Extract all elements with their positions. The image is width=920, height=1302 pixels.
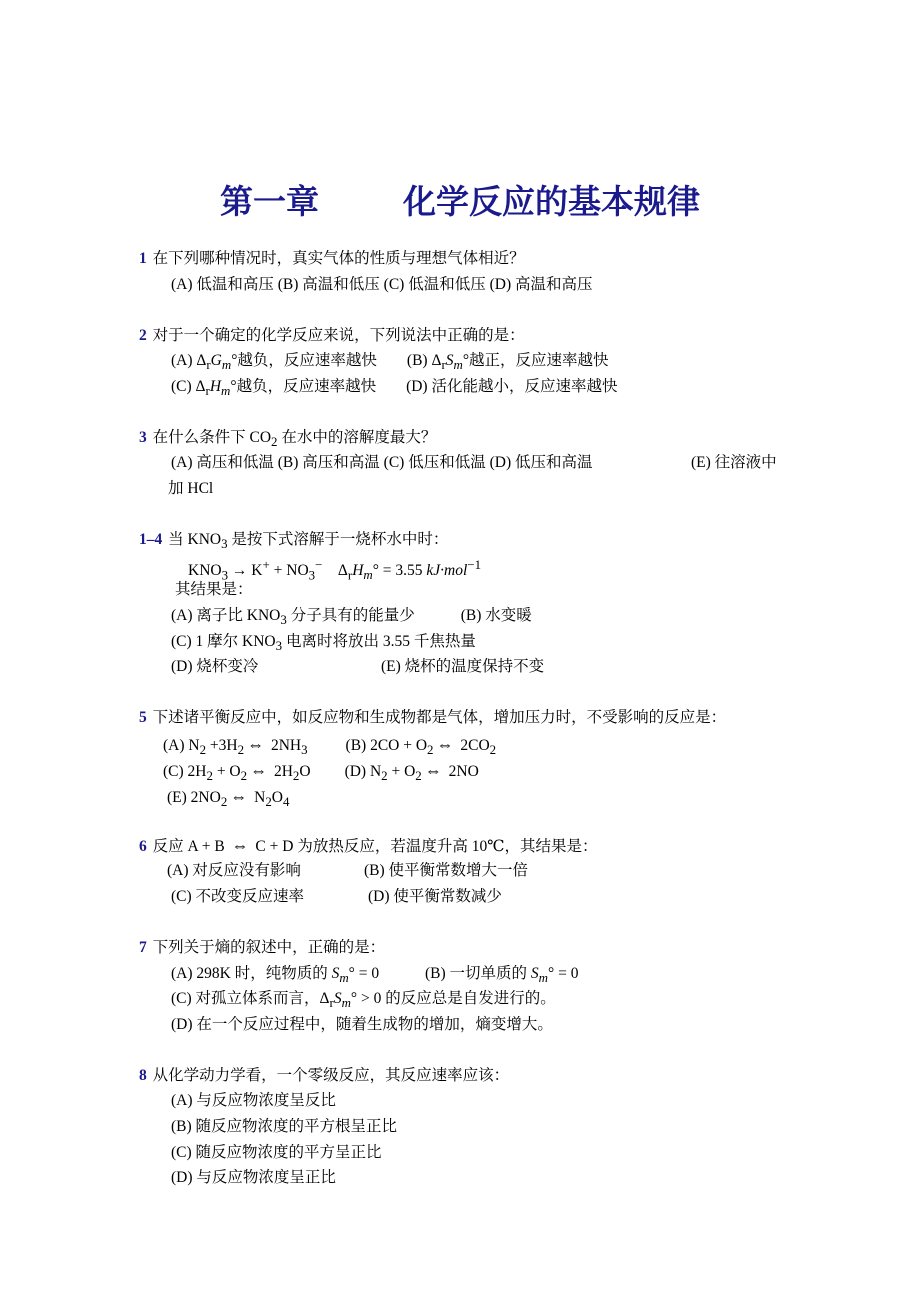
question-2-options-ab [171,351,609,375]
question-5-options-ab [163,735,496,760]
question-6-option-c: (C) 不改变反应速率 [171,888,305,905]
dissolution-equation: $KNO_3 \to K^+ + NO_3^-$ $\Delta_rH_m^\circ = 3.55$ kJ·mol$^{-1}$ [188,557,482,583]
question-8-option-a: (A) 与反应物浓度呈反比 [171,1092,336,1109]
question-number: 6 [139,838,147,855]
question-3: 3 在什么条件下 $CO_2$ 在水中的溶解度最大？ [139,429,437,450]
question-4-option-c: (C) 1 摩尔 $KNO_3$ 电离时将放出 3.55 千焦热量 [171,633,476,654]
option-d: (D) $N_2 + O_2$ ⇔ 2NO [344,761,479,784]
question-8-option-c: (C) 随反应物浓度的平方呈正比 [171,1144,382,1161]
question-3-options: (A) 高压和低温 (B) 高压和高温 (C) 低压和低温 (D) 低压和高温 [171,454,593,471]
result-label: 其结果是： [175,581,253,598]
question-5 [139,708,726,728]
question-number: 8 [139,1067,147,1084]
option-b: (B) $\Delta_rS_m^\circ$越正，反应速率越快 [406,352,609,373]
question-3-option-e: (E) 往溶液中 [691,454,777,471]
question-8 [139,1066,509,1086]
option-c: (C) $2H_2 + O_2$ ⇔ $2H_2O$ [163,761,311,784]
question-4-option-d: (D) 烧杯变冷 [171,658,259,675]
question-2-options-cd [171,377,617,401]
question-8-option-b: (B) 随反应物浓度的平方根呈正比 [171,1118,398,1135]
question-number: 5 [139,709,147,726]
question-text: 对于一个确定的化学反应来说，下列说法中正确的是： [148,327,525,344]
question-number: 1 [139,250,147,267]
question-7-option-b: (B) 一切单质的 $S_m^\circ = 0$ [425,965,579,986]
question-4-option-e: (E) 烧杯的温度保持不变 [381,658,545,675]
question-5-options-cd [163,761,479,786]
question-text: 下述诸平衡反应中，如反应物和生成物都是气体，增加压力时，不受影响的反应是： [148,709,727,726]
option-a: (A) $N_2 +3H_2$ ⇔ $2NH_3$ [163,735,308,758]
chapter-name: 化学反应的基本规律 [403,182,700,221]
option-a: (A) $\Delta_rG_m^\circ$越负，反应速率越快 [171,352,377,373]
question-1-options: (A) 低温和高压 (B) 高温和低压 (C) 低温和低压 (D) 高温和高压 [171,276,593,293]
question-4: 1–4 当 $KNO_3$ 是按下式溶解于一烧杯水中时： [139,531,449,552]
chapter-number: 第一章 [220,182,319,221]
question-8-option-d: (D) 与反应物浓度呈正比 [171,1169,336,1186]
question-7-option-a: (A) 298K 时，纯物质的 $S_m^\circ = 0$ [171,965,380,986]
question-1 [139,249,525,269]
question-number: 7 [139,939,147,956]
question-7-option-c: (C) 对孤立体系而言，$\Delta_rS_m^\circ > 0$ 的反应总是自发进行的。 [171,990,556,1011]
question-number: 2 [139,327,147,344]
question-3-option-e-cont: 加 HCl [168,480,214,497]
option-d: (D) 活化能越小，反应速率越快 [406,378,618,395]
option-a: (A) 离子比 $KNO_3$ 分子具有的能量少 [171,607,415,628]
option-b: (B) $2CO + O_2$ ⇔ $2CO_2$ [345,735,497,758]
question-text: 在下列哪种情况时，真实气体的性质与理想气体相近？ [148,250,525,267]
question-4-options-ab [171,606,532,630]
question-6-option-a: (A) 对反应没有影响 [167,862,301,879]
question-6: 6 反应 A + B ⇔ C + D 为放热反应，若温度升高 10℃，其结果是： [139,836,598,855]
question-6-option-b: (B) 使平衡常数增大一倍 [364,862,529,879]
question-number: 3 [139,429,147,446]
question-6-option-d: (D) 使平衡常数减少 [368,888,502,905]
question-number: 1–4 [139,531,163,548]
question-text: 从化学动力学看，一个零级反应，其反应速率应该： [148,1067,510,1084]
question-text: 下列关于熵的叙述中，正确的是： [148,939,386,956]
question-2 [139,326,525,346]
question-7 [139,938,385,958]
question-7-option-d: (D) 在一个反应过程中，随着生成物的增加，熵变增大。 [171,1016,553,1033]
chapter-title [0,176,920,223]
question-5-option-e: (E) $2NO_2$ ⇔ $N_2O_4$ [167,787,290,810]
option-c: (C) $\Delta_rH_m^\circ$越负，反应速率越快 [171,378,377,399]
option-b: (B) 水变暖 [460,607,532,624]
